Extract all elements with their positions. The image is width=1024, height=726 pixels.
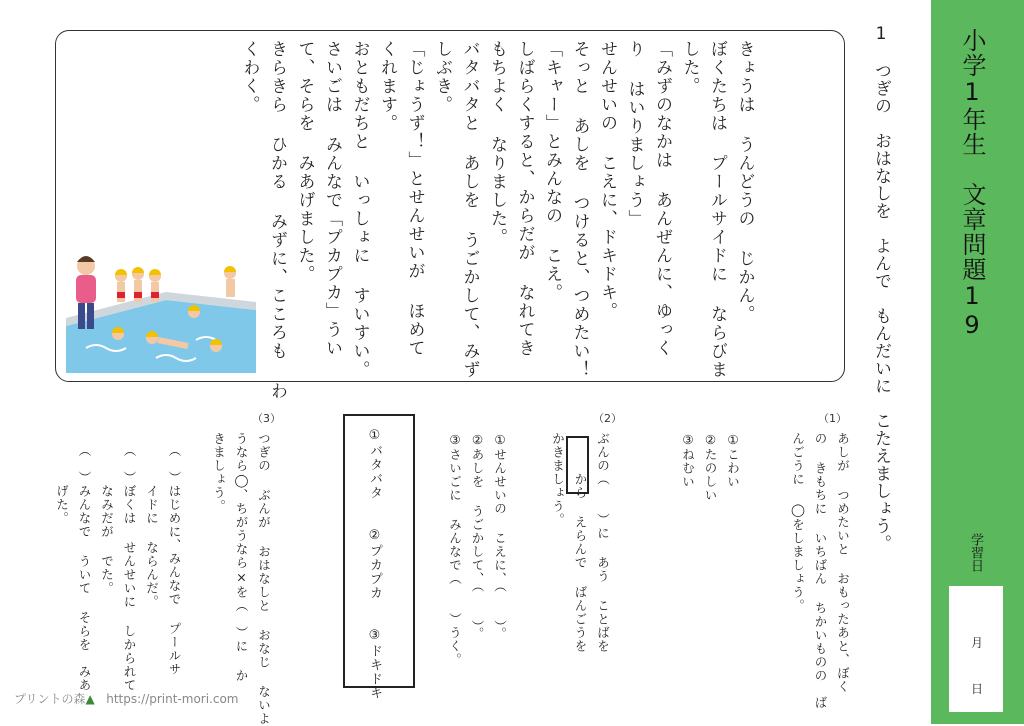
q1-option: ①こわい bbox=[725, 432, 741, 489]
q1-text-line: んごうに ◯をしましょう。 bbox=[790, 432, 806, 613]
q1-number: （1） bbox=[818, 412, 847, 425]
q2-item: ①せんせいの こえに、（ ）。 bbox=[492, 432, 508, 641]
q3-item: げた。 bbox=[54, 444, 70, 525]
story-line: せんせいの こえに、ドキドキ。 bbox=[597, 40, 617, 321]
q2-items bbox=[443, 432, 511, 667]
q1-text-line: あしが つめたいと おもったあと、ぼく bbox=[835, 432, 851, 694]
q3-text bbox=[207, 432, 275, 726]
q1-options bbox=[676, 432, 744, 502]
word-box-reference bbox=[566, 436, 589, 494]
story-line: り はいりましょう」 bbox=[624, 40, 645, 228]
q1-text bbox=[786, 432, 854, 710]
footer-brand: プリントの森 bbox=[14, 692, 86, 706]
tree-icon: ▲ bbox=[85, 692, 95, 706]
q1-text-line: の きもちに いちばん ちかいものの ば bbox=[813, 432, 828, 710]
q2-item: ②あしを うごかして、（ ）。 bbox=[470, 432, 485, 641]
q2-text-line: かきましょう。 bbox=[550, 432, 566, 527]
q2-item: ③さいごに みんなで（ ）うく。 bbox=[447, 432, 463, 667]
choice-1: ①バタバタ bbox=[367, 428, 382, 500]
study-date-label: 学習日 bbox=[968, 533, 983, 572]
q3-number: （3） bbox=[252, 412, 281, 425]
q3-text-line: つぎの ぶんが おはなしと おなじ ないよ bbox=[256, 432, 272, 726]
story-line: くわく。 bbox=[239, 40, 260, 114]
pool-illustration-icon bbox=[66, 248, 256, 373]
story-line: もちよく なりました。 bbox=[487, 40, 507, 247]
story-line: しばらくすると、からだが なれてき bbox=[514, 40, 535, 358]
q3-item: （ ）ぼくは せんせいに しかられて bbox=[122, 444, 137, 692]
instruction: 1 つぎの おはなしを よんで もんだいに こたえましょう。 bbox=[871, 24, 891, 552]
story-line: しぶき。 bbox=[432, 40, 452, 114]
q2-number: （2） bbox=[593, 412, 622, 425]
q2-text-line: から えらんで ばんごうを bbox=[573, 432, 588, 653]
story-line: きらきら ひかる みずに、こころも わ bbox=[267, 40, 287, 401]
story-line: 「キャー」とみんなの こえ。 bbox=[542, 40, 562, 302]
footer bbox=[14, 690, 239, 707]
choice-3: ③ドキドキ bbox=[367, 628, 382, 700]
q3-text-line: きましょう。 bbox=[211, 432, 227, 513]
story-line: 「じょうず！」とせんせいが ほめて bbox=[404, 40, 425, 358]
q3-text-line: うなら◯、ちがうなら×を（ ）に か bbox=[234, 432, 249, 683]
story-line: くれます。 bbox=[377, 40, 397, 133]
q3-item: なみだが でた。 bbox=[99, 444, 115, 595]
q3-item: （ ）はじめに、みんなで プールサ bbox=[167, 444, 182, 676]
footer-url[interactable]: https://print-mori.com bbox=[106, 692, 239, 706]
story-line: ぼくたちは プールサイドに ならびま bbox=[707, 40, 727, 379]
story-line: おともだちと いっしょに すいすい。 bbox=[349, 40, 370, 379]
q2-text-line: ぶんの（ ）に あう ことばを bbox=[595, 432, 611, 653]
story-line: て、そらを みあげました。 bbox=[294, 40, 315, 284]
q1-option: ②たのしい bbox=[703, 432, 718, 502]
month-label: 月 bbox=[971, 636, 984, 650]
q3-items bbox=[50, 444, 185, 692]
q3-item: イドに ならんだ。 bbox=[144, 444, 160, 609]
day-label: 日 bbox=[971, 682, 984, 696]
story-line: そっと あしを つけると、つめたい！ bbox=[569, 40, 590, 379]
story-line: バタバタと あしを うごかして、みず bbox=[459, 40, 480, 379]
story-text bbox=[235, 40, 758, 401]
story-line: さいごは みんなで「プカプカ」うい bbox=[322, 40, 342, 358]
story-line: した。 bbox=[679, 40, 700, 96]
page-title: 小学1年生 文章問題19 bbox=[958, 28, 986, 340]
word-choices bbox=[365, 428, 384, 700]
story-line: 「みずのなかは あんぜんに、ゆっく bbox=[652, 40, 672, 358]
story-line: きょうは うんどうの じかん。 bbox=[734, 40, 755, 324]
q3-item: （ ）みんなで ういて そらを みあ bbox=[77, 444, 92, 692]
choice-2: ②プカプカ bbox=[367, 528, 382, 600]
q1-option: ③ねむい bbox=[680, 432, 696, 489]
